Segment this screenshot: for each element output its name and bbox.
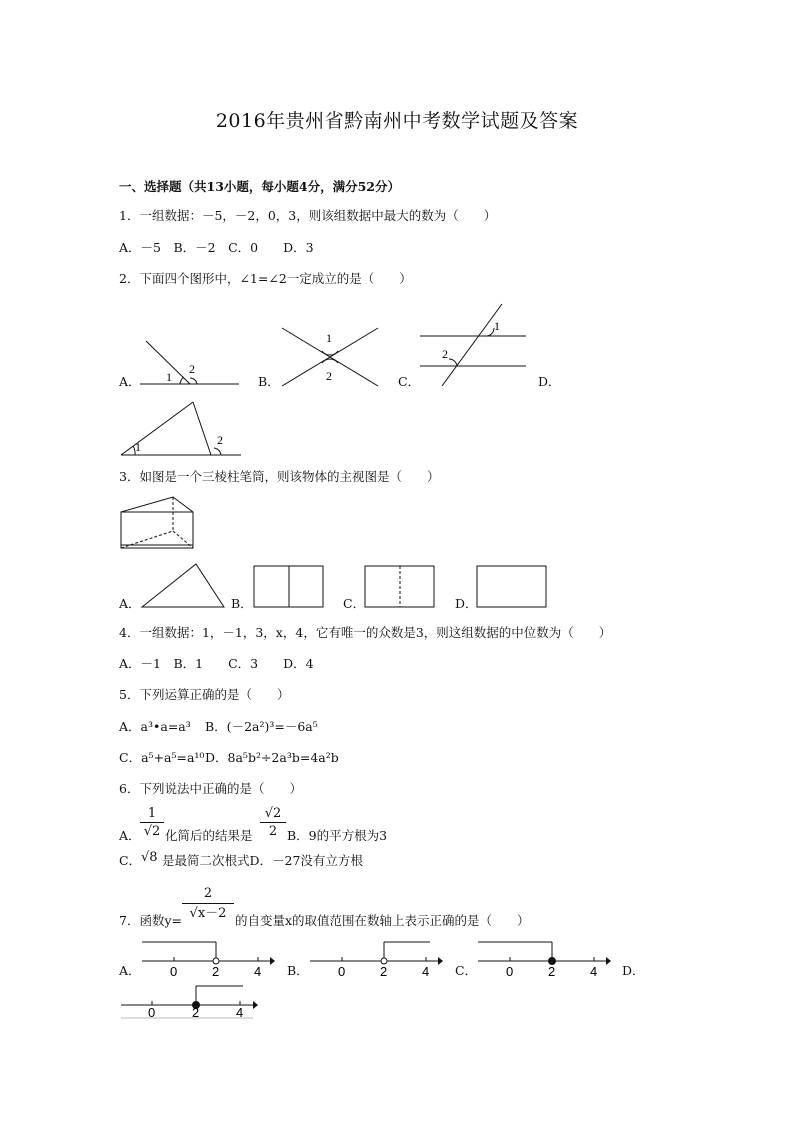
q7-denominator: √x－2 [189, 906, 227, 921]
question-3: 3．如图是一个三棱柱笔筒，则该物体的主视图是（ ） [119, 469, 440, 484]
q7-numberline-c [476, 940, 611, 980]
q2-d-angle1: 1 [135, 440, 141, 454]
q7-option-b-label: B． [287, 963, 309, 978]
q2-d-angle2: 2 [217, 433, 223, 447]
q2-a-angle1: 1 [166, 370, 172, 384]
q7-rest: 的自变量x的取值范围在数轴上表示正确的是（ ） [235, 913, 530, 928]
q2-option-c-label: C． [398, 374, 421, 389]
q6-a-text: 化简后的结果是 [165, 828, 253, 843]
q3-figure-c [364, 565, 436, 609]
q5-option-d: D．8a⁵b²÷2a³b=4a²b [205, 750, 339, 765]
q7-option-a-label: A． [119, 963, 141, 978]
question-1: 1．一组数据：－5，－2，0，3，则该组数据中最大的数为（ ） [119, 208, 497, 223]
q7-prefix: 7．函数y= [119, 913, 182, 928]
question-4: 4．一组数据：1，－1，3，x，4，它有唯一的众数是3，则这组数据的中位数为（ ） [119, 625, 612, 640]
q2-figure-d [119, 400, 244, 458]
q2-c-angle1: 1 [494, 319, 500, 333]
q7-a-tick4: 4 [254, 964, 262, 979]
q3-prism-figure [119, 495, 195, 551]
question-5: 5．下列运算正确的是（ ） [119, 687, 290, 702]
q6-option-a-label: A． [119, 828, 141, 843]
q7-option-c-label: C． [455, 963, 478, 978]
q3-option-a-label: A． [119, 596, 141, 611]
page-title: 2016年贵州省黔南州中考数学试题及答案 [215, 110, 579, 132]
q7-a-tick2: 2 [212, 964, 220, 979]
section-heading: 一、选择题（共13小题，每小题4分，满分52分） [119, 179, 400, 194]
q6-a-numerator: 1 [147, 806, 157, 821]
q3-option-c-label: C． [343, 596, 366, 611]
q2-option-b-label: B． [258, 374, 280, 389]
q6-option-b: B．9的平方根为3 [287, 828, 388, 843]
q2-figure-a [138, 335, 243, 390]
q2-option-a-label: A． [119, 374, 141, 389]
q2-b-angle1: 1 [326, 331, 332, 345]
question-2: 2．下面四个图形中，∠1=∠2一定成立的是（ ） [119, 271, 412, 286]
q7-c-tick4: 4 [590, 964, 598, 979]
q7-option-d-label: D． [622, 963, 645, 978]
q3-figure-d [476, 565, 548, 609]
question-6: 6．下列说法中正确的是（ ） [119, 781, 302, 796]
q7-d-tick2: 2 [192, 1005, 200, 1020]
q7-numberline-b [308, 940, 443, 980]
q5-option-b: B．(－2a²)³=－6a⁵ [205, 719, 318, 734]
q6-a-denominator: √2 [143, 824, 161, 839]
q2-option-d-label: D． [538, 374, 561, 389]
q7-d-tick0: 0 [148, 1005, 156, 1020]
q6-option-c-label: C． [119, 853, 142, 868]
q5-option-c: C．a⁵+a⁵=a¹⁰ [119, 750, 205, 765]
q6-a-fraction-bar [140, 822, 164, 823]
q7-c-tick0: 0 [506, 964, 514, 979]
q2-c-angle2: 2 [442, 347, 448, 361]
q7-numerator: 2 [203, 886, 213, 901]
q5-option-a: A．a³•a=a³ [119, 719, 191, 734]
q7-b-tick2: 2 [380, 964, 388, 979]
q3-option-d-label: D． [455, 596, 478, 611]
q6-option-c-d: 是最简二次根式D．－27没有立方根 [162, 853, 363, 868]
q7-b-tick0: 0 [338, 964, 346, 979]
q7-numberline-d [119, 984, 259, 1024]
q7-fraction-bar [182, 903, 234, 904]
q2-a-angle2: 2 [189, 362, 195, 376]
q3-figure-b [253, 565, 325, 609]
q6-a-result-denominator: 2 [268, 824, 278, 839]
question-1-options: A．－5 B．－2 C．0 D．3 [119, 240, 314, 255]
q3-figure-a [140, 562, 226, 610]
q6-a-result-numerator: √2 [264, 806, 282, 821]
q7-a-tick0: 0 [170, 964, 178, 979]
q2-figure-b [280, 326, 380, 388]
q7-d-tick4: 4 [236, 1005, 244, 1020]
q6-a-result-bar [260, 822, 286, 823]
question-4-options: A．－1 B．1 C．3 D．4 [119, 656, 314, 671]
q7-numberline-a [140, 940, 275, 980]
q7-b-tick4: 4 [422, 964, 430, 979]
q7-c-tick2: 2 [548, 964, 556, 979]
q2-figure-c [418, 302, 530, 386]
q6-c-root: √8 [141, 850, 158, 865]
q3-option-b-label: B． [231, 596, 253, 611]
q2-b-angle2: 2 [326, 369, 332, 383]
